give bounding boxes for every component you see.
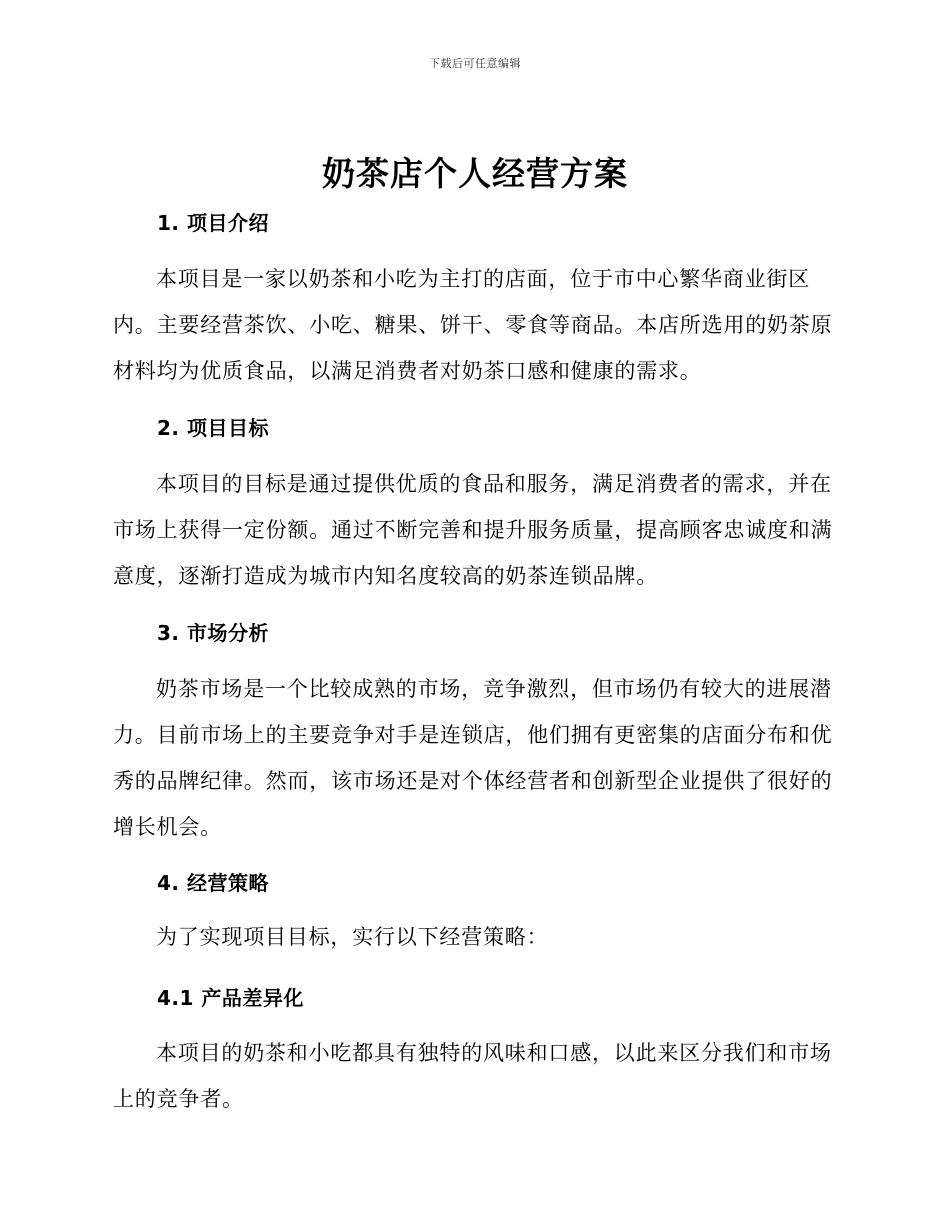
section-paragraph-4-1: 本项目的奶茶和小吃都具有独特的风味和口感，以此来区分我们和市场上的竞争者。 [113, 1041, 832, 1111]
section-heading-1: 1. 项目介绍 [157, 211, 269, 235]
section-paragraph-2: 本项目的目标是通过提供优质的食品和服务，满足消费者的需求，并在市场上获得一定份额。通过不断完善和提升服务质量，提高顾客忠诚度和满意度，逐渐打造成为城市内知名度较高的奶茶连锁品牌。 [113, 472, 833, 588]
section-paragraph-3: 奶茶市场是一个比较成熟的市场，竞争激烈，但市场仍有较大的进展潜力。目前市场上的主要竞争对手是连锁店，他们拥有更密集的店面分布和优秀的品牌纪律。然而，该市场还是对个体经营者和创新型企业提供了很好的增长机会。 [113, 677, 833, 839]
section-heading-2: 2. 项目目标 [157, 416, 269, 440]
section-paragraph-4: 为了实现项目目标，实行以下经营策略： [156, 925, 549, 949]
document-title: 奶茶店个人经营方案 [322, 154, 628, 193]
section-paragraph-1: 本项目是一家以奶茶和小吃为主打的店面，位于市中心繁华商业街区内。主要经营茶饮、小吃、糖果、饼干、零食等商品。本店所选用的奶茶原材料均为优质食品，以满足消费者对奶茶口感和健康的需求。 [113, 267, 833, 383]
section-heading-4-1: 4.1 产品差异化 [157, 986, 304, 1010]
section-heading-3: 3. 市场分析 [157, 621, 269, 645]
section-heading-4: 4. 经营策略 [157, 871, 269, 895]
header-note: 下载后可任意编辑 [429, 57, 521, 70]
